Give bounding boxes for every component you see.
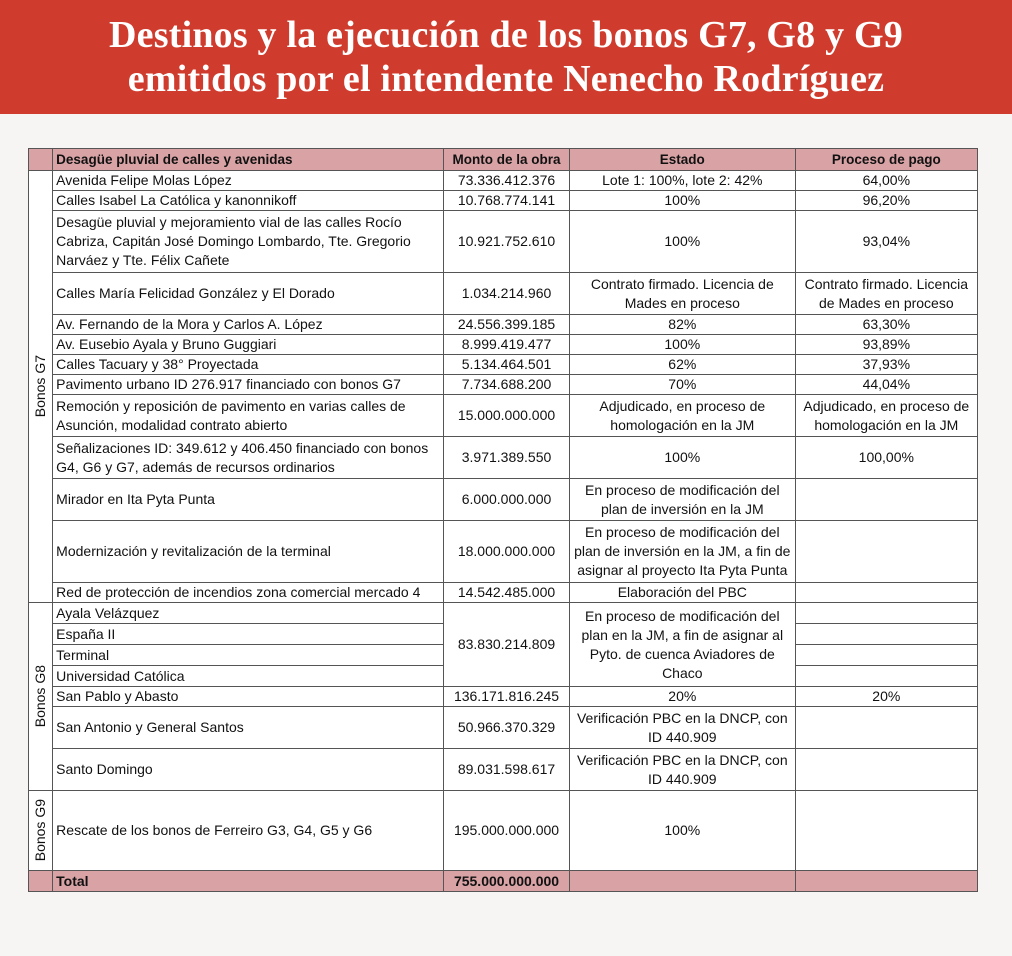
row-estado-merged: En proceso de modificación del plan en la JM, a fin de asignar al Pyto. de cuenca Aviadores de Chaco — [569, 603, 795, 687]
row-desc: San Antonio y General Santos — [53, 707, 444, 749]
row-desc: Ayala Velázquez — [53, 603, 444, 624]
row-estado: 20% — [569, 687, 795, 707]
table-row — [29, 315, 978, 335]
row-monto: 5.134.464.501 — [444, 355, 570, 375]
row-estado: 100% — [569, 191, 795, 211]
header-desc: Desagüe pluvial de calles y avenidas — [53, 149, 444, 171]
row-pago: 63,30% — [795, 315, 977, 335]
row-monto: 89.031.598.617 — [444, 749, 570, 791]
table-row — [29, 191, 978, 211]
row-estado: Contrato firmado. Licencia de Mades en proceso — [569, 273, 795, 315]
group-label-g8: Bonos G8 — [32, 665, 49, 728]
row-monto: 14.542.485.000 — [444, 583, 570, 603]
row-monto: 136.171.816.245 — [444, 687, 570, 707]
total-estado — [569, 871, 795, 892]
row-monto: 10.768.774.141 — [444, 191, 570, 211]
row-estado: Lote 1: 100%, lote 2: 42% — [569, 171, 795, 191]
table-row — [29, 171, 978, 191]
header-pago: Proceso de pago — [795, 149, 977, 171]
total-monto: 755.000.000.000 — [444, 871, 570, 892]
row-desc: Calles Tacuary y 38° Proyectada — [53, 355, 444, 375]
table-row — [29, 437, 978, 479]
row-desc: Modernización y revitalización de la terminal — [53, 521, 444, 583]
row-estado: 100% — [569, 437, 795, 479]
row-monto: 8.999.419.477 — [444, 335, 570, 355]
group-label-g7: Bonos G7 — [32, 355, 49, 418]
row-desc: Terminal — [53, 645, 444, 666]
table-row — [29, 749, 978, 791]
header-monto: Monto de la obra — [444, 149, 570, 171]
row-desc: Señalizaciones ID: 349.612 y 406.450 financiado con bonos G4, G6 y G7, además de recursos ordinarios — [53, 437, 444, 479]
row-estado: 100% — [569, 335, 795, 355]
row-estado: 100% — [569, 791, 795, 871]
row-pago: 96,20% — [795, 191, 977, 211]
row-monto: 24.556.399.185 — [444, 315, 570, 335]
row-pago — [795, 666, 977, 687]
row-estado: En proceso de modificación del plan de inversión en la JM, a fin de asignar al proyecto Ita Pyta Punta — [569, 521, 795, 583]
row-desc: Universidad Católica — [53, 666, 444, 687]
header-group-cell — [29, 149, 53, 171]
row-pago: 100,00% — [795, 437, 977, 479]
row-pago — [795, 521, 977, 583]
row-desc: Calles Isabel La Católica y kanonnikoff — [53, 191, 444, 211]
row-estado: Adjudicado, en proceso de homologación en la JM — [569, 395, 795, 437]
row-desc: Pavimento urbano ID 276.917 financiado con bonos G7 — [53, 375, 444, 395]
header-estado: Estado — [569, 149, 795, 171]
row-pago: 20% — [795, 687, 977, 707]
row-desc: Desagüe pluvial y mejoramiento vial de las calles Rocío Cabriza, Capitán José Domingo Lombardo, Tte. Gregorio Narváez y Tte. Félix Cañete — [53, 211, 444, 273]
title-line-2: emitidos por el intendente Nenecho Rodríguez — [127, 58, 885, 100]
bonos-table — [28, 148, 978, 892]
table-row — [29, 335, 978, 355]
table-row — [29, 791, 978, 871]
row-pago: 44,04% — [795, 375, 977, 395]
row-desc: Mirador en Ita Pyta Punta — [53, 479, 444, 521]
title-line-1: Destinos y la ejecución de los bonos G7, G8 y G9 — [109, 14, 903, 56]
row-pago: 93,04% — [795, 211, 977, 273]
group-label-g9: Bonos G9 — [32, 799, 49, 862]
row-desc: Av. Fernando de la Mora y Carlos A. López — [53, 315, 444, 335]
row-desc: Santo Domingo — [53, 749, 444, 791]
total-label: Total — [53, 871, 444, 892]
row-desc: Av. Eusebio Ayala y Bruno Guggiari — [53, 335, 444, 355]
table-row — [29, 355, 978, 375]
row-monto: 195.000.000.000 — [444, 791, 570, 871]
row-estado: Verificación PBC en la DNCP, con ID 440.909 — [569, 707, 795, 749]
row-monto: 50.966.370.329 — [444, 707, 570, 749]
row-pago — [795, 624, 977, 645]
row-estado: 70% — [569, 375, 795, 395]
table-row — [29, 583, 978, 603]
row-monto: 3.971.389.550 — [444, 437, 570, 479]
table-row — [29, 707, 978, 749]
row-estado: 82% — [569, 315, 795, 335]
row-pago — [795, 603, 977, 624]
row-estado: 100% — [569, 211, 795, 273]
table-row — [29, 603, 978, 624]
row-monto: 15.000.000.000 — [444, 395, 570, 437]
row-pago: Adjudicado, en proceso de homologación en la JM — [795, 395, 977, 437]
row-desc: España II — [53, 624, 444, 645]
row-pago — [795, 749, 977, 791]
row-desc: Red de protección de incendios zona comercial mercado 4 — [53, 583, 444, 603]
table-row — [29, 395, 978, 437]
row-monto: 7.734.688.200 — [444, 375, 570, 395]
row-desc: San Pablo y Abasto — [53, 687, 444, 707]
table-row — [29, 375, 978, 395]
row-pago — [795, 791, 977, 871]
title-banner — [0, 0, 1012, 114]
row-monto-merged: 83.830.214.809 — [444, 603, 570, 687]
row-pago — [795, 645, 977, 666]
row-pago — [795, 479, 977, 521]
group-label-g8-cell — [29, 603, 53, 791]
group-label-g9-cell — [29, 791, 53, 871]
row-estado: 62% — [569, 355, 795, 375]
row-desc: Avenida Felipe Molas López — [53, 171, 444, 191]
row-monto: 10.921.752.610 — [444, 211, 570, 273]
total-pago — [795, 871, 977, 892]
row-estado: Verificación PBC en la DNCP, con ID 440.909 — [569, 749, 795, 791]
row-pago: Contrato firmado. Licencia de Mades en proceso — [795, 273, 977, 315]
row-monto: 6.000.000.000 — [444, 479, 570, 521]
header-row — [29, 149, 978, 171]
row-pago: 93,89% — [795, 335, 977, 355]
row-pago — [795, 583, 977, 603]
table-row — [29, 479, 978, 521]
row-estado: En proceso de modificación del plan de inversión en la JM — [569, 479, 795, 521]
row-estado: Elaboración del PBC — [569, 583, 795, 603]
table-row — [29, 211, 978, 273]
row-monto: 73.336.412.376 — [444, 171, 570, 191]
table-row — [29, 687, 978, 707]
row-desc: Calles María Felicidad González y El Dorado — [53, 273, 444, 315]
table-row — [29, 521, 978, 583]
table-row — [29, 273, 978, 315]
row-desc: Rescate de los bonos de Ferreiro G3, G4, G5 y G6 — [53, 791, 444, 871]
row-pago — [795, 707, 977, 749]
row-monto: 18.000.000.000 — [444, 521, 570, 583]
row-desc: Remoción y reposición de pavimento en varias calles de Asunción, modalidad contrato abierto — [53, 395, 444, 437]
total-row — [29, 871, 978, 892]
row-monto: 1.034.214.960 — [444, 273, 570, 315]
total-group-cell — [29, 871, 53, 892]
group-label-g7-cell — [29, 171, 53, 603]
row-pago: 37,93% — [795, 355, 977, 375]
row-pago: 64,00% — [795, 171, 977, 191]
